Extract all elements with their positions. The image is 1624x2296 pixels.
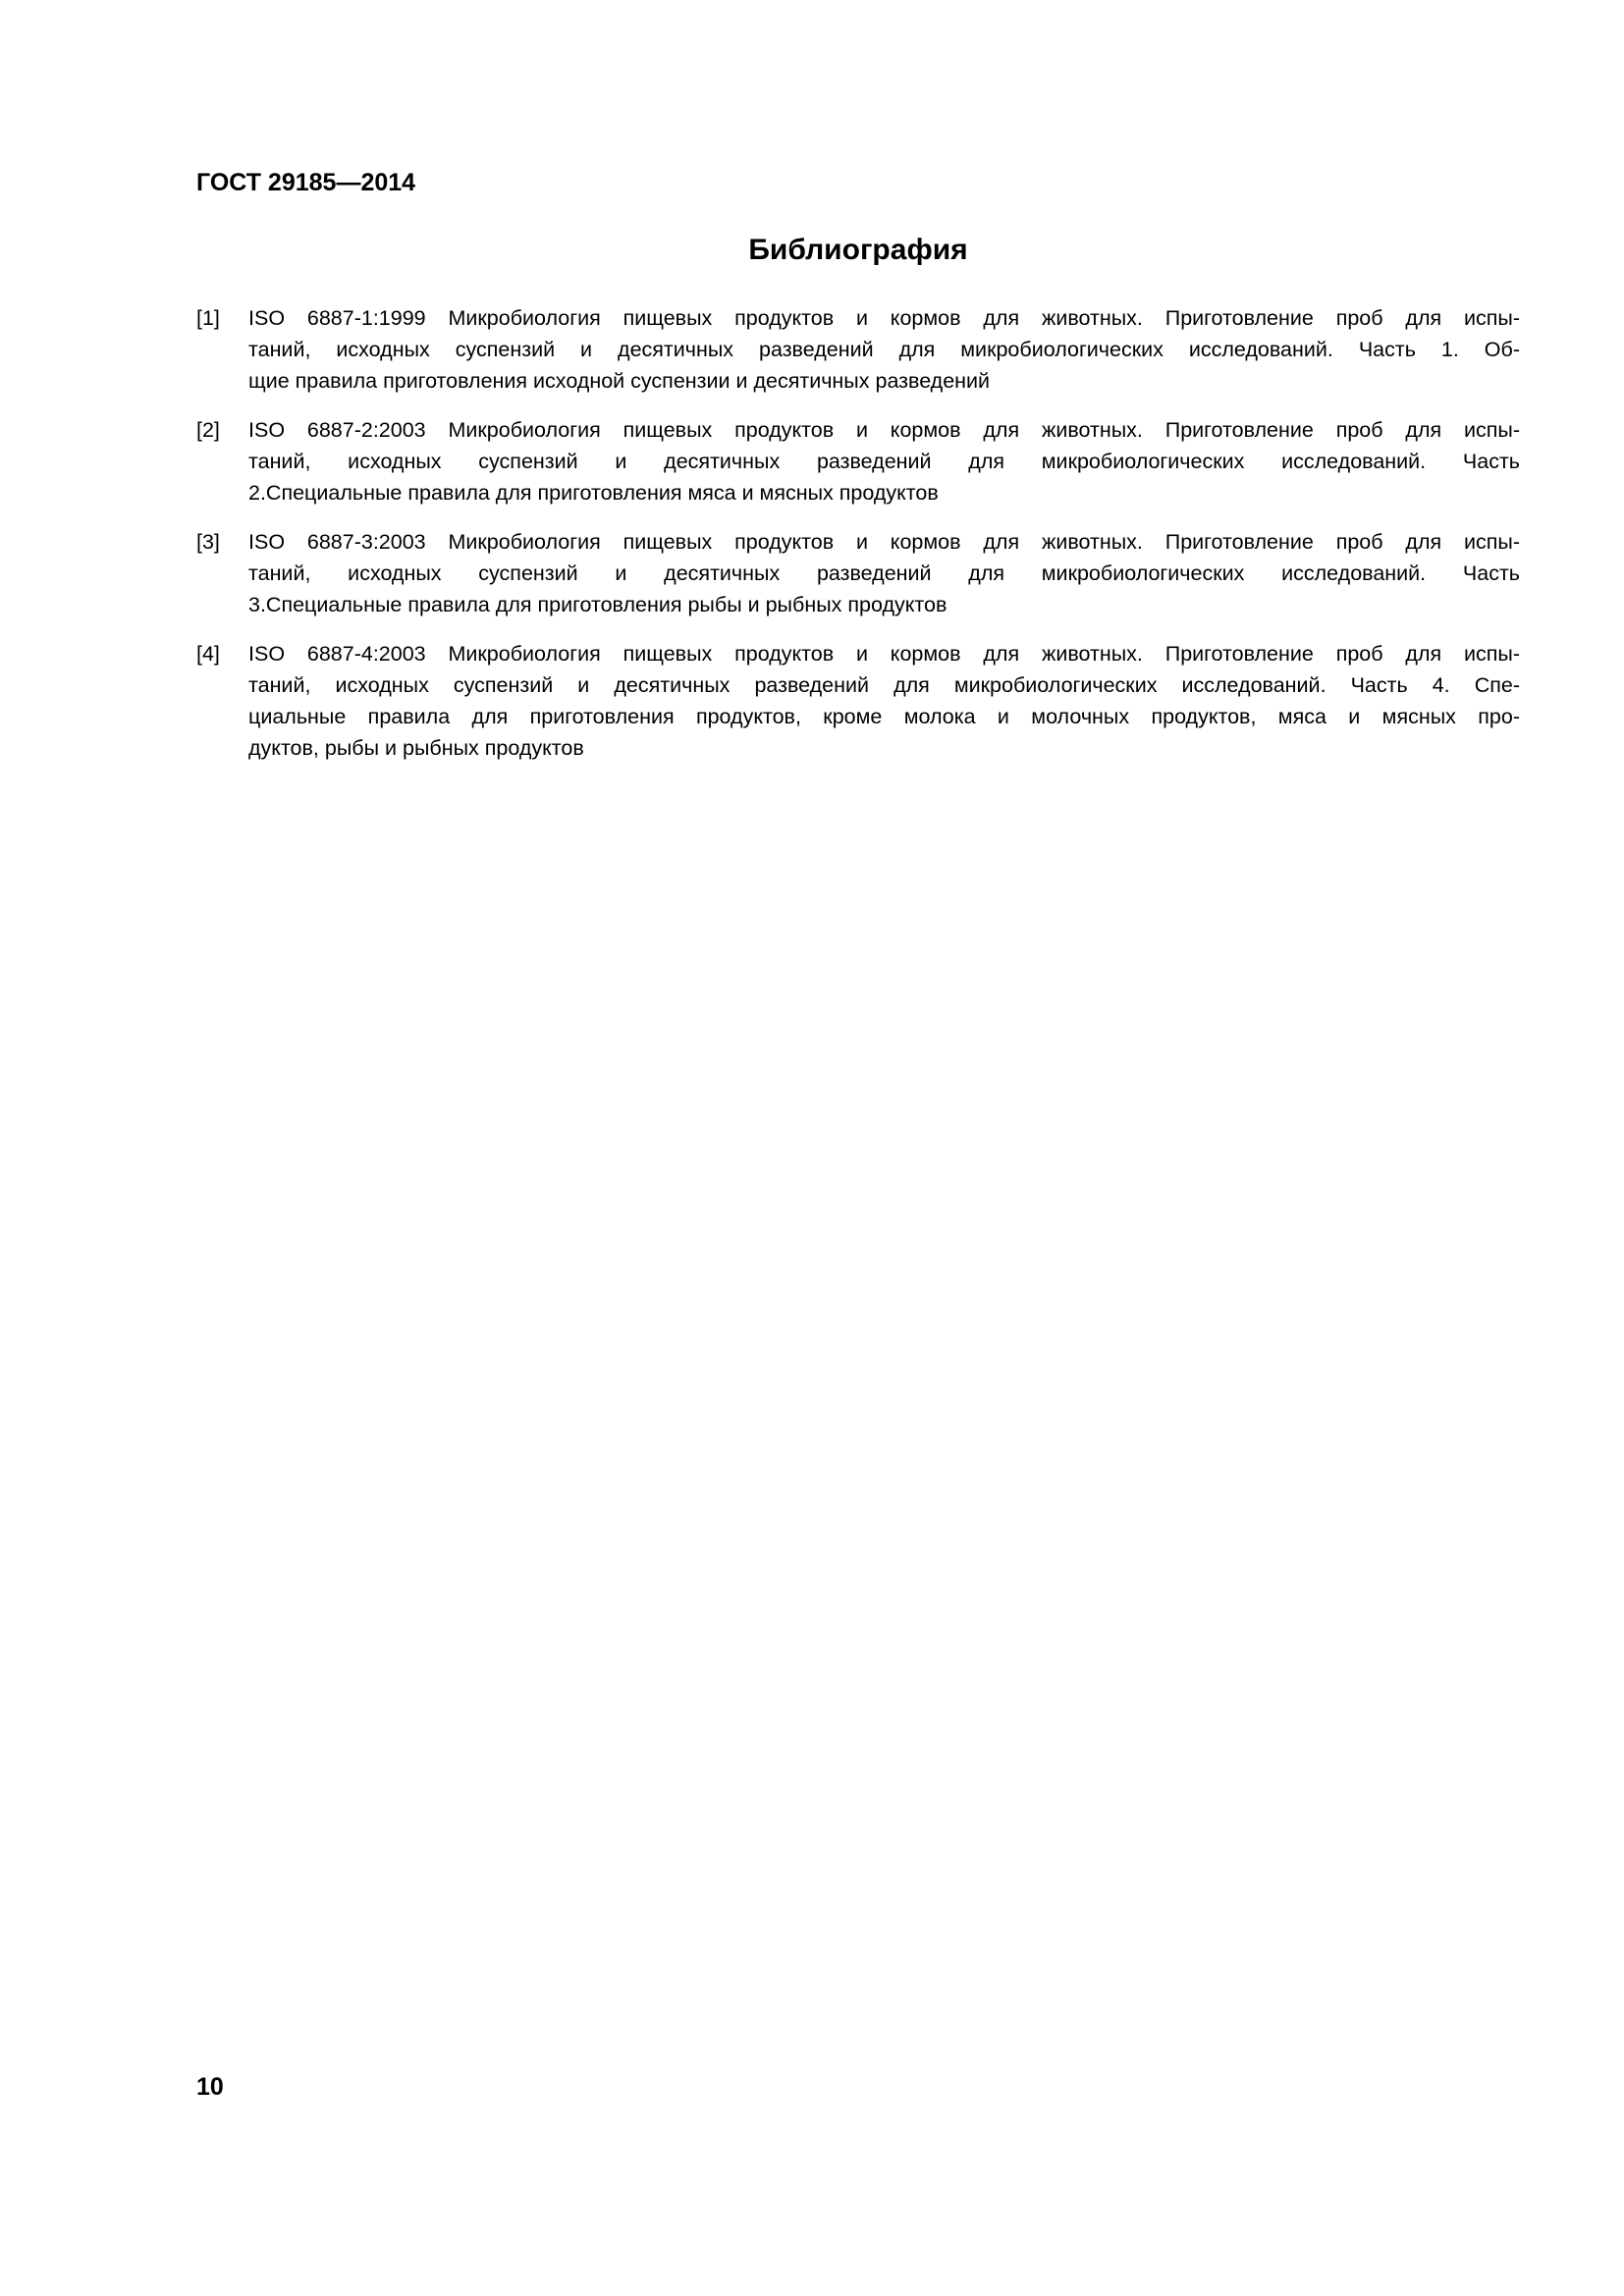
entry-line: ISO 6887-1:1999 Микробиология пищевых продуктов и кормов для животных. Приготовление проб для испы- (248, 306, 1520, 330)
entry-line: щие правила приготовления исходной суспензии и десятичных разведений (248, 369, 991, 393)
entry-line: ISO 6887-2:2003 Микробиология пищевых продуктов и кормов для животных. Приготовление проб для испы- (248, 418, 1520, 442)
bibliography-entry (196, 526, 1520, 620)
page-title: Библиография (748, 234, 968, 266)
entry-line: дуктов, рыбы и рыбных продуктов (248, 736, 584, 760)
entry-line: таний, исходных суспензий и десятичных разведений для микробиологических исследований. Часть 4. Спе- (248, 673, 1520, 697)
entry-text (248, 638, 1520, 764)
entry-line: циальные правила для приготовления продуктов, кроме молока и молочных продуктов, мяса и мясных про- (248, 705, 1520, 728)
entry-line: ISO 6887-4:2003 Микробиология пищевых продуктов и кормов для животных. Приготовление проб для испы- (248, 642, 1520, 666)
entry-line: таний, исходных суспензий и десятичных разведений для микробиологических исследований. Часть (248, 450, 1520, 473)
bibliography-entry (196, 414, 1520, 508)
page-number: 10 (196, 2073, 224, 2101)
entry-text (248, 526, 1520, 620)
bibliography-list (196, 302, 1520, 764)
bibliography-entry (196, 638, 1520, 764)
entry-ref-number: [2] (196, 418, 220, 442)
entry-line: таний, исходных суспензий и десятичных разведений для микробиологических исследований. Часть (248, 561, 1520, 585)
entry-ref-number: [3] (196, 530, 220, 554)
bibliography-entry (196, 302, 1520, 397)
entry-line: 2.Специальные правила для приготовления мяса и мясных продуктов (248, 481, 939, 505)
entry-line: ISO 6887-3:2003 Микробиология пищевых продуктов и кормов для животных. Приготовление проб для испы- (248, 530, 1520, 554)
page-content (196, 169, 1520, 781)
entry-line: 3.Специальные правила для приготовления рыбы и рыбных продуктов (248, 593, 947, 616)
entry-text (248, 302, 1520, 397)
entry-line: таний, исходных суспензий и десятичных разведений для микробиологических исследований. Часть 1. Об- (248, 338, 1520, 361)
entry-ref-number: [4] (196, 642, 220, 666)
entry-ref-number: [1] (196, 306, 220, 330)
document-code: ГОСТ 29185—2014 (196, 169, 416, 196)
entry-text (248, 414, 1520, 508)
